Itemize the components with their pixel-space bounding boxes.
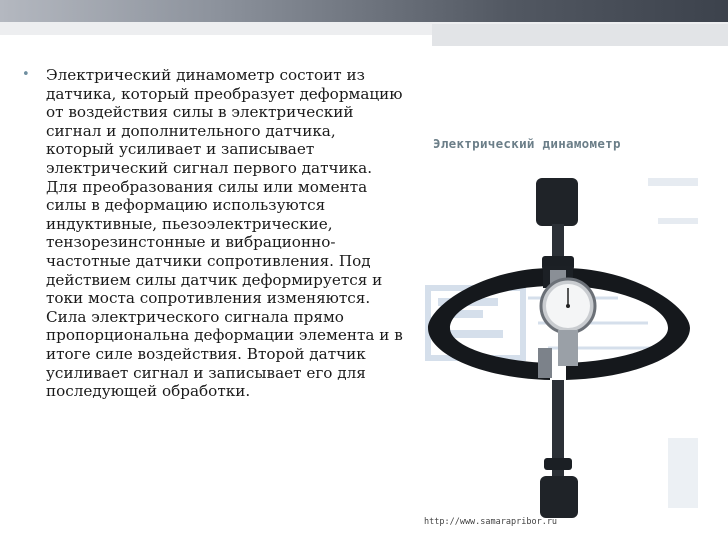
bottom-handle <box>540 380 578 518</box>
image-caption: Электрический динамометр <box>433 136 621 151</box>
top-decorative-band <box>0 0 728 22</box>
bullet-dot-icon: • <box>22 67 30 82</box>
dynamometer-photo <box>418 158 710 530</box>
bullet-item <box>22 66 407 401</box>
slide-body <box>22 66 407 401</box>
top-handle <box>536 178 578 270</box>
photo-url: http://www.samarapribor.ru <box>424 517 558 527</box>
top-decorative-accent <box>432 24 728 46</box>
bullet-text: Электрический динамометр состоит из датчика, который преобразует деформацию от воздействия силы в электрический сигнал и дополнительного датчика, который усиливает и записывает электрический сигнал первого датчика. Для преобразования силы или момента силы в деформацию используются индуктивные, пьезоэлектрические, тензорезинстонные и вибрационно-частотные датчики сопротивления. Под действием силы датчик деформируется и токи моста сопротивления изменяются. Сила электрического сигнала прямо пропорциональна деформации элемента и в итоге силе воздействия. Второй датчик усиливает сигнал и записывает его для последующей обработки. <box>46 66 403 401</box>
